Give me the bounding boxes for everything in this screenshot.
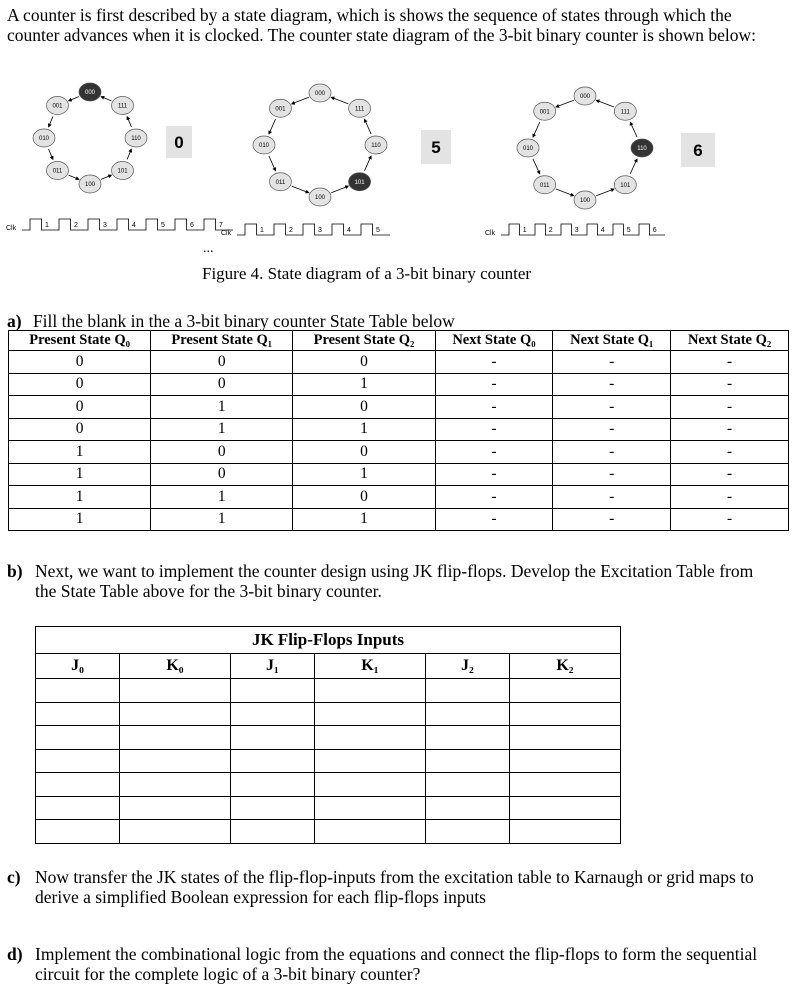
pulse-number: 4: [347, 227, 351, 234]
jk-input-cell[interactable]: [36, 773, 120, 797]
next-state-cell[interactable]: -: [553, 463, 671, 486]
transition-arrow: [269, 119, 276, 134]
state-node-000: [79, 83, 101, 101]
table-row: [9, 441, 789, 464]
state-node-010: [517, 139, 539, 157]
present-state-cell: 0: [293, 486, 435, 509]
clock-label: Clk: [221, 230, 232, 237]
jk-header: K₀: [119, 654, 230, 679]
present-state-cell: 1: [151, 508, 293, 531]
pulse-number: 3: [318, 227, 322, 234]
part-a-text: Fill the blank in the a 3-bit binary counter State Table below: [32, 311, 455, 331]
present-state-cell: 0: [9, 418, 151, 441]
state-node-110: [125, 129, 147, 147]
transition-arrow: [364, 156, 371, 171]
state-label: 110: [371, 143, 381, 150]
transition-arrow: [630, 159, 637, 174]
jk-input-cell[interactable]: [314, 796, 425, 820]
jk-input-cell[interactable]: [425, 773, 509, 797]
ellipsis: ...: [203, 241, 214, 256]
present-state-cell: 1: [151, 418, 293, 441]
next-state-cell[interactable]: -: [553, 486, 671, 509]
table-row: [9, 508, 789, 531]
next-state-cell[interactable]: -: [435, 418, 553, 441]
transition-arrow: [269, 156, 276, 171]
state-label: 101: [117, 168, 128, 175]
jk-input-cell[interactable]: [425, 749, 509, 773]
present-state-cell: 1: [293, 373, 435, 396]
part-a-prompt: [7, 311, 455, 331]
part-c-text: Now transfer the JK states of the flip-flop-inputs from the excitation table to Karnaugh or grid maps to derive a simplified Boolean expression for each flip-flops inputs: [35, 867, 754, 907]
table-row: [36, 773, 621, 797]
jk-input-cell[interactable]: [509, 796, 620, 820]
present-state-cell: 0: [9, 373, 151, 396]
part-b-letter: b): [7, 561, 23, 581]
transition-arrow: [49, 117, 53, 127]
state-diagram-2: [253, 84, 387, 206]
state-label: 000: [579, 94, 591, 101]
clock-waveform-1: [6, 219, 233, 232]
next-state-cell[interactable]: -: [671, 508, 789, 531]
state-node-111: [349, 99, 371, 117]
pulse-number: 1: [522, 227, 527, 234]
present-state-cell: 0: [9, 351, 151, 374]
jk-input-cell[interactable]: [314, 679, 425, 703]
jk-header: J₁: [230, 654, 314, 679]
jk-input-cell[interactable]: [36, 726, 120, 750]
header-next-q1: Next State Q₁: [553, 331, 671, 351]
transition-arrow: [127, 149, 131, 159]
pulse-number: 5: [161, 222, 165, 229]
jk-input-cell[interactable]: [36, 702, 120, 726]
jk-input-cell[interactable]: [314, 773, 425, 797]
pulse-number: 5: [626, 227, 631, 234]
transition-arrow: [292, 97, 309, 104]
next-state-cell[interactable]: -: [553, 373, 671, 396]
jk-input-cell[interactable]: [425, 820, 509, 844]
state-node-101: [112, 162, 134, 180]
state-node-101: [614, 176, 636, 194]
intro-paragraph: A counter is first described by a state diagram, which is shows the sequence of states through which the counter advances when it is clocked. The counter state diagram of the 3-bit binary counter is shown below:: [7, 5, 757, 45]
table-row: [9, 396, 789, 419]
table-row: [9, 463, 789, 486]
next-state-cell[interactable]: -: [435, 486, 553, 509]
state-label: 000: [84, 90, 96, 97]
jk-input-cell[interactable]: [230, 679, 314, 703]
transition-arrow: [331, 186, 348, 193]
next-state-cell[interactable]: -: [553, 396, 671, 419]
state-label: 101: [620, 182, 631, 189]
present-state-cell: 0: [151, 351, 293, 374]
header-present-q1: Present State Q₁: [151, 331, 293, 351]
state-label: 101: [354, 179, 365, 186]
transition-arrow: [101, 175, 111, 179]
table-row: [36, 749, 621, 773]
part-d-prompt: [7, 944, 782, 984]
present-state-cell: 0: [293, 441, 435, 464]
present-state-cell: 1: [9, 508, 151, 531]
state-node-011: [269, 173, 291, 191]
clock-label: Clk: [485, 230, 496, 237]
jk-input-cell[interactable]: [425, 679, 509, 703]
state-node-100: [309, 188, 331, 206]
transition-arrow: [69, 175, 79, 179]
header-next-q0: Next State Q₀: [435, 331, 553, 351]
state-node-011: [46, 162, 68, 180]
present-state-cell: 0: [151, 441, 293, 464]
next-state-cell[interactable]: -: [671, 441, 789, 464]
jk-input-cell[interactable]: [119, 702, 230, 726]
present-state-cell: 0: [151, 463, 293, 486]
jk-input-cell[interactable]: [230, 726, 314, 750]
state-label: 011: [52, 168, 63, 175]
clock-label: Clk: [6, 225, 17, 232]
counter-display-1: [166, 126, 192, 158]
transition-arrow: [556, 189, 574, 196]
pulse-number: 7: [219, 222, 223, 229]
present-state-cell: 1: [151, 486, 293, 509]
svg-text:0: 0: [174, 133, 184, 152]
part-c-prompt: [7, 867, 782, 907]
table-row: [9, 486, 789, 509]
jk-input-cell[interactable]: [230, 702, 314, 726]
jk-input-cell[interactable]: [36, 679, 120, 703]
part-b-text: Next, we want to implement the counter design using JK flip-flops. Develop the Excitation Table from the State Table above for the 3-bit binary counter.: [35, 561, 754, 601]
table-row: [9, 351, 789, 374]
state-table: [8, 330, 789, 531]
state-label: 011: [275, 179, 286, 186]
jk-input-cell[interactable]: [314, 749, 425, 773]
figure-caption: Figure 4. State diagram of a 3-bit binary counter: [202, 264, 532, 283]
pulse-number: 4: [132, 222, 136, 229]
jk-input-cell[interactable]: [314, 726, 425, 750]
jk-header: J₀: [36, 654, 120, 679]
next-state-cell[interactable]: -: [435, 463, 553, 486]
jk-input-cell[interactable]: [36, 820, 120, 844]
present-state-cell: 0: [293, 351, 435, 374]
jk-input-cell[interactable]: [119, 796, 230, 820]
next-state-cell[interactable]: -: [671, 486, 789, 509]
part-c-letter: c): [7, 867, 21, 887]
pulse-number: 2: [548, 227, 553, 234]
jk-input-cell[interactable]: [119, 773, 230, 797]
next-state-cell[interactable]: -: [671, 351, 789, 374]
jk-header: K₂: [509, 654, 620, 679]
state-label: 001: [52, 103, 63, 110]
jk-header: K₁: [314, 654, 425, 679]
header-present-q0: Present State Q₀: [9, 331, 151, 351]
transition-arrow: [331, 97, 348, 104]
state-node-001: [269, 99, 291, 117]
transition-arrow: [127, 117, 131, 127]
state-label: 111: [355, 106, 365, 113]
header-present-q2: Present State Q₂: [293, 331, 435, 351]
state-label: 111: [620, 109, 630, 116]
state-diagram-3: [517, 87, 653, 209]
pulse-number: 6: [652, 227, 657, 234]
jk-input-cell[interactable]: [425, 702, 509, 726]
jk-input-cell[interactable]: [119, 820, 230, 844]
jk-input-cell[interactable]: [230, 820, 314, 844]
table-row: [9, 418, 789, 441]
jk-input-cell[interactable]: [509, 820, 620, 844]
clock-waveform-2: [221, 224, 390, 237]
part-d-text: Implement the combinational logic from the equations and connect the flip-flops to form the sequential circuit for the complete logic of a 3-bit binary counter?: [35, 944, 758, 984]
jk-input-cell[interactable]: [509, 726, 620, 750]
pulse-number: 3: [574, 227, 579, 234]
present-state-cell: 1: [293, 418, 435, 441]
next-state-cell[interactable]: -: [435, 441, 553, 464]
header-next-q2: Next State Q₂: [671, 331, 789, 351]
transition-arrow: [533, 159, 540, 174]
jk-input-cell[interactable]: [119, 749, 230, 773]
state-node-011: [534, 176, 556, 194]
pulse-number: 2: [289, 227, 293, 234]
pulse-number: 5: [376, 227, 380, 234]
state-diagrams-figure: [0, 78, 793, 258]
pulse-number: 4: [600, 227, 605, 234]
state-node-010: [253, 136, 275, 154]
table-row: [36, 702, 621, 726]
part-a-letter: a): [7, 311, 22, 331]
transition-arrow: [101, 97, 111, 101]
jk-input-cell[interactable]: [314, 820, 425, 844]
jk-input-cell[interactable]: [36, 796, 120, 820]
state-label: 001: [539, 109, 550, 116]
state-label: 110: [131, 136, 141, 143]
state-label: 010: [258, 143, 270, 150]
transition-arrow: [49, 149, 53, 159]
transition-arrow: [533, 122, 540, 137]
next-state-cell[interactable]: -: [671, 418, 789, 441]
next-state-cell[interactable]: -: [553, 418, 671, 441]
jk-header: J₂: [425, 654, 509, 679]
state-node-001: [534, 102, 556, 120]
transition-arrow: [596, 189, 614, 196]
jk-input-cell[interactable]: [509, 773, 620, 797]
counter-display-2: [421, 130, 451, 164]
clock-waveform-3: [485, 224, 665, 237]
jk-input-cell[interactable]: [425, 726, 509, 750]
state-label: 000: [314, 91, 326, 98]
state-label: 100: [314, 195, 326, 202]
state-label: 010: [522, 146, 534, 153]
next-state-cell[interactable]: -: [671, 373, 789, 396]
transition-arrow: [556, 100, 574, 107]
clock-signal: [22, 219, 233, 230]
state-label: 011: [539, 182, 550, 189]
transition-arrow: [596, 100, 614, 107]
present-state-cell: 1: [9, 486, 151, 509]
svg-text:6: 6: [693, 141, 703, 160]
jk-input-cell[interactable]: [230, 773, 314, 797]
jk-input-cell[interactable]: [314, 702, 425, 726]
present-state-cell: 1: [151, 396, 293, 419]
next-state-cell[interactable]: -: [553, 351, 671, 374]
table-row: [36, 679, 621, 703]
counter-display-3: [681, 133, 715, 167]
table-row: [36, 796, 621, 820]
next-state-cell[interactable]: -: [553, 508, 671, 531]
state-node-000: [309, 84, 331, 102]
next-state-cell[interactable]: -: [435, 508, 553, 531]
table-row: [9, 373, 789, 396]
excitation-table-title: JK Flip-Flops Inputs: [36, 627, 621, 654]
present-state-cell: 0: [9, 396, 151, 419]
transition-arrow: [292, 186, 309, 193]
state-node-100: [79, 175, 101, 193]
state-label: 010: [38, 136, 50, 143]
state-node-010: [33, 129, 55, 147]
state-label: 001: [275, 106, 286, 113]
pulse-number: 3: [103, 222, 107, 229]
present-state-cell: 1: [293, 463, 435, 486]
next-state-cell[interactable]: -: [435, 351, 553, 374]
present-state-cell: 1: [9, 463, 151, 486]
state-node-110: [631, 139, 653, 157]
state-label: 111: [117, 103, 128, 110]
jk-input-cell[interactable]: [509, 702, 620, 726]
state-node-100: [574, 191, 596, 209]
part-d-letter: d): [7, 944, 23, 964]
present-state-cell: 0: [151, 373, 293, 396]
pulse-number: 6: [190, 222, 194, 229]
jk-input-cell[interactable]: [119, 726, 230, 750]
transition-arrow: [630, 122, 637, 137]
transition-arrow: [364, 119, 371, 134]
jk-input-cell[interactable]: [509, 749, 620, 773]
next-state-cell[interactable]: -: [435, 396, 553, 419]
jk-input-cell[interactable]: [119, 679, 230, 703]
state-label: 100: [84, 182, 96, 189]
jk-input-cell[interactable]: [509, 679, 620, 703]
present-state-cell: 1: [293, 508, 435, 531]
jk-input-cell[interactable]: [230, 796, 314, 820]
jk-input-cell[interactable]: [425, 796, 509, 820]
present-state-cell: 0: [293, 396, 435, 419]
excitation-table: [35, 626, 621, 844]
table-row: [36, 820, 621, 844]
state-label: 110: [637, 146, 647, 153]
state-node-101: [349, 173, 371, 191]
state-diagram-1: [33, 83, 147, 193]
part-b-prompt: [7, 561, 777, 601]
present-state-cell: 1: [9, 441, 151, 464]
pulse-number: 1: [260, 227, 264, 234]
state-node-111: [614, 102, 636, 120]
state-node-000: [574, 87, 596, 105]
pulse-number: 1: [45, 222, 49, 229]
state-label: 100: [579, 198, 591, 205]
next-state-cell[interactable]: -: [671, 396, 789, 419]
jk-input-cell[interactable]: [36, 749, 120, 773]
state-node-111: [112, 96, 134, 114]
svg-text:5: 5: [431, 138, 441, 157]
next-state-cell[interactable]: -: [553, 441, 671, 464]
state-node-110: [365, 136, 387, 154]
table-row: [36, 726, 621, 750]
transition-arrow: [69, 97, 79, 101]
jk-input-cell[interactable]: [230, 749, 314, 773]
next-state-cell[interactable]: -: [671, 463, 789, 486]
next-state-cell[interactable]: -: [435, 373, 553, 396]
state-node-001: [46, 96, 68, 114]
pulse-number: 2: [74, 222, 78, 229]
